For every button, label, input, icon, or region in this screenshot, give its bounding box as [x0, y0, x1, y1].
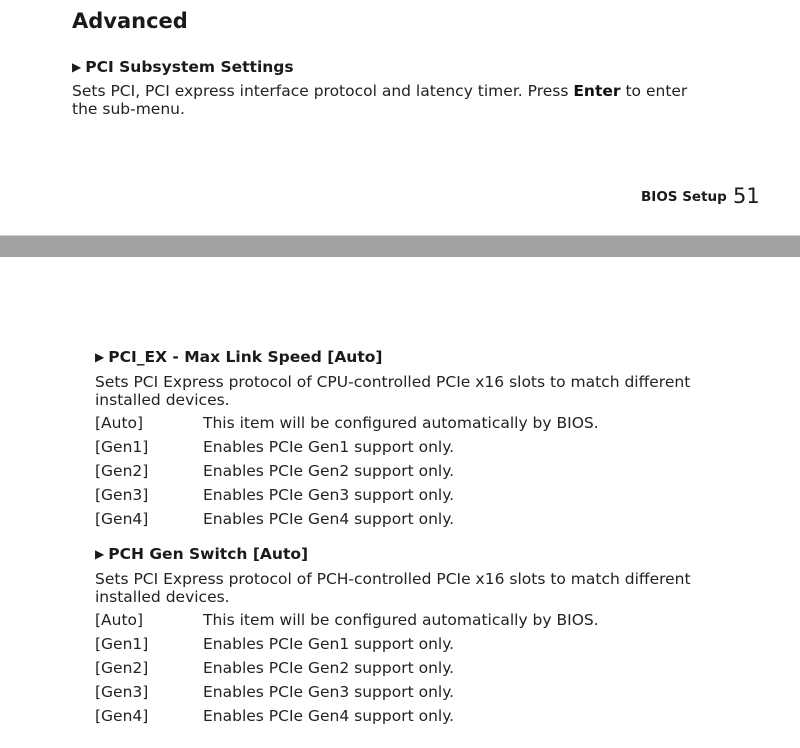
option-desc: Enables PCIe Gen3 support only. — [203, 486, 455, 504]
section-description — [72, 82, 712, 118]
option-desc: This item will be configured automatically by BIOS. — [203, 611, 599, 629]
option-key: [Gen2] — [95, 659, 149, 677]
option-key: [Gen1] — [95, 635, 149, 653]
footer-label: BIOS Setup — [641, 189, 727, 205]
option-desc: Enables PCIe Gen1 support only. — [203, 438, 455, 456]
option-desc: This item will be configured automatically by BIOS. — [203, 414, 599, 432]
section-description: Sets PCI Express protocol of CPU-controlled PCIe x16 slots to match different installed devices. — [95, 373, 691, 409]
section-heading-text: PCI Subsystem Settings — [85, 58, 294, 76]
option-key: [Gen3] — [95, 486, 149, 504]
section-description: Sets PCI Express protocol of PCH-controlled PCIe x16 slots to match different installed devices. — [95, 570, 691, 606]
desc-key-enter: Enter — [573, 82, 621, 100]
section-heading-text: PCH Gen Switch [Auto] — [108, 545, 309, 563]
option-key: [Auto] — [95, 611, 144, 629]
page-divider — [0, 235, 800, 257]
option-desc: Enables PCIe Gen1 support only. — [203, 635, 455, 653]
option-key: [Gen1] — [95, 438, 149, 456]
section-heading-text: PCI_EX - Max Link Speed [Auto] — [108, 348, 383, 366]
desc-text-pre: Sets PCI, PCI express interface protocol and latency timer. Press — [72, 82, 574, 100]
option-desc: Enables PCIe Gen2 support only. — [203, 659, 455, 677]
option-key: [Gen4] — [95, 510, 149, 528]
section-heading-pci-ex-max-link-speed — [95, 348, 383, 366]
section-heading-pci-subsystem — [72, 58, 294, 76]
page-number: 51 — [733, 184, 760, 208]
triangle-right-icon: ▶ — [95, 547, 105, 561]
page-title: Advanced — [72, 9, 188, 33]
option-key: [Gen2] — [95, 462, 149, 480]
option-desc: Enables PCIe Gen2 support only. — [203, 462, 455, 480]
option-key: [Gen3] — [95, 683, 149, 701]
triangle-right-icon: ▶ — [95, 350, 105, 364]
option-key: [Gen4] — [95, 707, 149, 725]
cut-off-next-line — [95, 738, 795, 748]
option-desc: Enables PCIe Gen3 support only. — [203, 683, 455, 701]
option-desc: Enables PCIe Gen4 support only. — [203, 510, 455, 528]
option-desc: Enables PCIe Gen4 support only. — [203, 707, 455, 725]
desc-text-post: to enter the sub-menu. — [72, 82, 688, 118]
option-key: [Auto] — [95, 414, 144, 432]
triangle-right-icon: ▶ — [72, 60, 82, 74]
section-heading-pch-gen-switch — [95, 545, 308, 563]
